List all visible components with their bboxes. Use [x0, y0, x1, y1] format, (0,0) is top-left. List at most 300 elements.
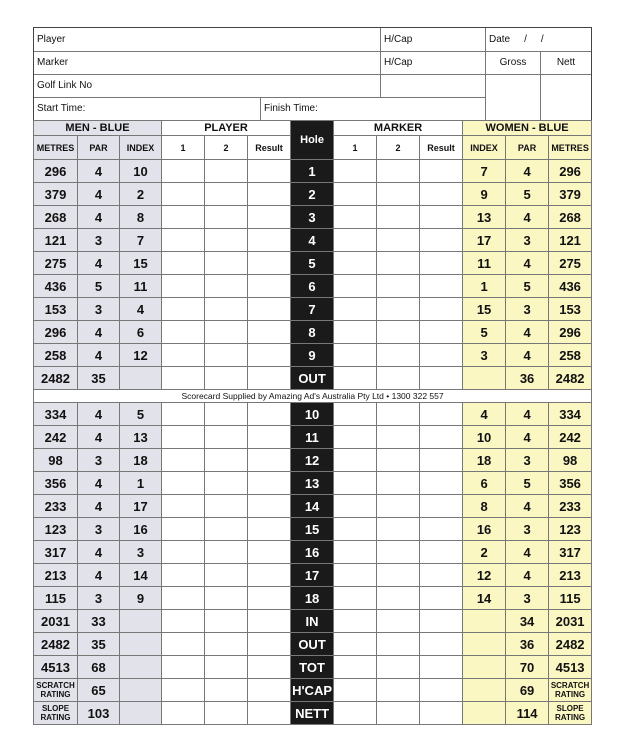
player-score-result-cell[interactable]: [248, 275, 291, 298]
men-metres-cell: 356: [34, 472, 78, 495]
hole-row: [34, 449, 592, 472]
women-par-cell: 4: [506, 541, 549, 564]
hole-row: [34, 275, 592, 298]
marker-score-result-cell[interactable]: [420, 160, 463, 183]
player-score-result-cell[interactable]: [248, 518, 291, 541]
player-score-1-cell[interactable]: [162, 587, 205, 610]
supplier-body: [34, 390, 592, 403]
player-score-2-cell[interactable]: [205, 252, 248, 275]
player-score-2-cell[interactable]: [205, 495, 248, 518]
player-total-result-cell[interactable]: [248, 656, 291, 679]
marker-score-1-cell[interactable]: [334, 495, 377, 518]
hole-row: [34, 206, 592, 229]
total-row: [34, 633, 592, 656]
men-metres-total-cell: 2031: [34, 610, 78, 633]
women-index-cell: 9: [463, 183, 506, 206]
marker-rating-1-cell[interactable]: [334, 702, 377, 725]
women-index-total-cell: [463, 610, 506, 633]
marker-score-result-cell[interactable]: [420, 206, 463, 229]
men-metres-total-cell: 2482: [34, 633, 78, 656]
nett-label: Nett: [556, 57, 576, 68]
women-metres-cell: 356: [549, 472, 592, 495]
player-score-2-cell[interactable]: [205, 344, 248, 367]
marker-score-1-cell[interactable]: [334, 344, 377, 367]
men-par-cell: 4: [78, 403, 120, 426]
player-score-2-cell[interactable]: [205, 426, 248, 449]
player-score-2-cell[interactable]: [205, 229, 248, 252]
marker-score-2-cell[interactable]: [377, 344, 420, 367]
player-score-result-cell[interactable]: [248, 541, 291, 564]
women-metres-total-cell: 2031: [549, 610, 592, 633]
group-header-row: [34, 121, 592, 136]
hole-row: [34, 403, 592, 426]
women-par-cell: 4: [506, 403, 549, 426]
player-score-2-cell[interactable]: [205, 298, 248, 321]
hole-header: Hole: [291, 121, 334, 160]
player-total-2-cell[interactable]: [205, 367, 248, 390]
marker-rating-1-cell[interactable]: [334, 679, 377, 702]
marker-total-result-cell[interactable]: [420, 367, 463, 390]
marker-total-result-cell[interactable]: [420, 633, 463, 656]
player-score-result-cell[interactable]: [248, 426, 291, 449]
men-par-col: PAR: [78, 136, 120, 160]
player-score-result-cell[interactable]: [248, 472, 291, 495]
player-score-1-cell[interactable]: [162, 206, 205, 229]
marker-score-result-cell[interactable]: [420, 518, 463, 541]
marker-score-2-cell[interactable]: [377, 160, 420, 183]
women-index-cell: 3: [463, 344, 506, 367]
hcap-player-field[interactable]: H/Cap: [381, 28, 486, 51]
marker-score-result-cell[interactable]: [420, 344, 463, 367]
hole-row: [34, 495, 592, 518]
men-rating-label: SCRATCH RATING: [34, 679, 78, 702]
women-index-cell: 16: [463, 518, 506, 541]
men-index-cell: 5: [120, 403, 162, 426]
player-score-2-cell[interactable]: [205, 321, 248, 344]
men-par-cell: 3: [78, 449, 120, 472]
marker-score-1-cell[interactable]: [334, 564, 377, 587]
hole-row: [34, 344, 592, 367]
women-metres-cell: 268: [549, 206, 592, 229]
player-total-result-cell[interactable]: [248, 633, 291, 656]
player-total-2-cell[interactable]: [205, 610, 248, 633]
men-metres-cell: 233: [34, 495, 78, 518]
player-score-1-cell[interactable]: [162, 541, 205, 564]
player-score-result-cell[interactable]: [248, 229, 291, 252]
marker-col-1: 1: [334, 136, 377, 160]
women-metres-col: METRES: [549, 136, 592, 160]
marker-score-2-cell[interactable]: [377, 472, 420, 495]
player-score-2-cell[interactable]: [205, 564, 248, 587]
hole-row: [34, 518, 592, 541]
women-metres-cell: 334: [549, 403, 592, 426]
marker-total-1-cell[interactable]: [334, 656, 377, 679]
women-par-cell: 4: [506, 344, 549, 367]
women-par-cell: 3: [506, 298, 549, 321]
player-score-result-cell[interactable]: [248, 252, 291, 275]
player-score-result-cell[interactable]: [248, 403, 291, 426]
hole-number-cell: 7: [291, 298, 334, 321]
women-index-total-cell: [463, 367, 506, 390]
marker-score-2-cell[interactable]: [377, 206, 420, 229]
player-score-1-cell[interactable]: [162, 426, 205, 449]
men-index-cell: 8: [120, 206, 162, 229]
player-rating-1-cell[interactable]: [162, 702, 205, 725]
men-metres-cell: 317: [34, 541, 78, 564]
women-par-col: PAR: [506, 136, 549, 160]
marker-score-1-cell[interactable]: [334, 206, 377, 229]
hole-number-cell: 12: [291, 449, 334, 472]
men-index-total-cell: [120, 610, 162, 633]
women-par-cell: 4: [506, 321, 549, 344]
hcap-marker-field[interactable]: H/Cap: [381, 51, 486, 74]
hole-number-cell: 3: [291, 206, 334, 229]
marker-score-1-cell[interactable]: [334, 252, 377, 275]
scratch-rating-row: [34, 679, 592, 702]
women-rating-label: SLOPE RATING: [549, 702, 592, 725]
marker-score-1-cell[interactable]: [334, 298, 377, 321]
player-score-2-cell[interactable]: [205, 472, 248, 495]
marker-score-result-cell[interactable]: [420, 472, 463, 495]
men-par-total-cell: 33: [78, 610, 120, 633]
player-score-result-cell[interactable]: [248, 587, 291, 610]
player-score-result-cell[interactable]: [248, 564, 291, 587]
women-par-cell: 3: [506, 518, 549, 541]
marker-score-result-cell[interactable]: [420, 298, 463, 321]
marker-score-2-cell[interactable]: [377, 321, 420, 344]
women-par-total-cell: 36: [506, 367, 549, 390]
player-score-1-cell[interactable]: [162, 403, 205, 426]
marker-col-2: 2: [377, 136, 420, 160]
rating-hole-label: NETT: [291, 702, 334, 725]
hole-row: [34, 160, 592, 183]
player-score-2-cell[interactable]: [205, 403, 248, 426]
marker-field[interactable]: Marker: [34, 51, 381, 74]
marker-score-result-cell[interactable]: [420, 252, 463, 275]
player-score-1-cell[interactable]: [162, 229, 205, 252]
player-score-1-cell[interactable]: [162, 183, 205, 206]
hole-number-cell: 1: [291, 160, 334, 183]
women-blue-header: WOMEN - BLUE: [463, 121, 592, 136]
player-score-result-cell[interactable]: [248, 206, 291, 229]
men-index-cell: 6: [120, 321, 162, 344]
start-time-field[interactable]: Start Time:: [34, 97, 261, 120]
player-score-2-cell[interactable]: [205, 449, 248, 472]
player-score-2-cell[interactable]: [205, 183, 248, 206]
player-total-1-cell[interactable]: [162, 656, 205, 679]
marker-rating-2-cell[interactable]: [377, 679, 420, 702]
player-field[interactable]: Player: [34, 28, 381, 51]
women-metres-total-cell: 4513: [549, 656, 592, 679]
rating-hole-label: H'CAP: [291, 679, 334, 702]
marker-total-2-cell[interactable]: [377, 633, 420, 656]
hole-number-cell: 16: [291, 541, 334, 564]
men-index-cell: 4: [120, 298, 162, 321]
women-metres-cell: 242: [549, 426, 592, 449]
marker-score-1-cell[interactable]: [334, 160, 377, 183]
women-par-cell: 4: [506, 160, 549, 183]
player-score-1-cell[interactable]: [162, 275, 205, 298]
marker-score-result-cell[interactable]: [420, 587, 463, 610]
women-par-cell: 5: [506, 183, 549, 206]
men-metres-cell: 275: [34, 252, 78, 275]
marker-score-1-cell[interactable]: [334, 449, 377, 472]
info-row-times: [34, 97, 486, 120]
women-index-cell: 15: [463, 298, 506, 321]
finish-time-field[interactable]: Finish Time:: [261, 97, 486, 120]
women-index-cell: 8: [463, 495, 506, 518]
hole-number-cell: 4: [291, 229, 334, 252]
men-index-cell: 10: [120, 160, 162, 183]
marker-score-2-cell[interactable]: [377, 495, 420, 518]
player-score-1-cell[interactable]: [162, 160, 205, 183]
men-metres-cell: 334: [34, 403, 78, 426]
marker-total-result-cell[interactable]: [420, 656, 463, 679]
player-total-result-cell[interactable]: [248, 610, 291, 633]
slope-rating-row: [34, 702, 592, 725]
hole-number-cell: 18: [291, 587, 334, 610]
men-metres-cell: 436: [34, 275, 78, 298]
women-index-cell: 10: [463, 426, 506, 449]
marker-score-2-cell[interactable]: [377, 403, 420, 426]
men-index-cell: 12: [120, 344, 162, 367]
men-par-cell: 4: [78, 206, 120, 229]
player-score-2-cell[interactable]: [205, 518, 248, 541]
women-metres-cell: 296: [549, 321, 592, 344]
men-metres-cell: 123: [34, 518, 78, 541]
player-rating-result-cell[interactable]: [248, 679, 291, 702]
women-metres-total-cell: 2482: [549, 633, 592, 656]
women-rating-blank: [463, 679, 506, 702]
marker-score-1-cell[interactable]: [334, 587, 377, 610]
men-index-cell: 13: [120, 426, 162, 449]
marker-total-1-cell[interactable]: [334, 367, 377, 390]
player-score-result-cell[interactable]: [248, 321, 291, 344]
women-par-cell: 4: [506, 564, 549, 587]
hole-number-cell: 15: [291, 518, 334, 541]
player-total-result-cell[interactable]: [248, 367, 291, 390]
player-score-2-cell[interactable]: [205, 587, 248, 610]
back-nine-body: [34, 403, 592, 725]
marker-score-result-cell[interactable]: [420, 321, 463, 344]
player-total-1-cell[interactable]: [162, 633, 205, 656]
men-metres-total-cell: 4513: [34, 656, 78, 679]
marker-rating-2-cell[interactable]: [377, 702, 420, 725]
women-index-cell: 7: [463, 160, 506, 183]
marker-total-2-cell[interactable]: [377, 367, 420, 390]
total-label-cell: OUT: [291, 367, 334, 390]
hole-number-cell: 6: [291, 275, 334, 298]
men-index-cell: 2: [120, 183, 162, 206]
women-index-cell: 13: [463, 206, 506, 229]
marker-score-result-cell[interactable]: [420, 183, 463, 206]
marker-score-2-cell[interactable]: [377, 564, 420, 587]
hole-row: [34, 472, 592, 495]
men-par-cell: 4: [78, 426, 120, 449]
marker-score-1-cell[interactable]: [334, 472, 377, 495]
marker-score-1-cell[interactable]: [334, 426, 377, 449]
men-metres-cell: 153: [34, 298, 78, 321]
golf-link-field[interactable]: Golf Link No: [34, 74, 381, 97]
men-metres-cell: 213: [34, 564, 78, 587]
info-row-player: [34, 28, 591, 52]
marker-score-2-cell[interactable]: [377, 298, 420, 321]
men-rating-value: 65: [78, 679, 120, 702]
player-total-2-cell[interactable]: [205, 656, 248, 679]
marker-score-1-cell[interactable]: [334, 229, 377, 252]
marker-total-2-cell[interactable]: [377, 656, 420, 679]
hole-number-cell: 11: [291, 426, 334, 449]
total-label-cell: IN: [291, 610, 334, 633]
marker-rating-result-cell[interactable]: [420, 702, 463, 725]
player-score-2-cell[interactable]: [205, 160, 248, 183]
player-score-1-cell[interactable]: [162, 252, 205, 275]
supplier-row: [34, 390, 592, 403]
men-par-cell: 4: [78, 160, 120, 183]
marker-score-1-cell[interactable]: [334, 275, 377, 298]
player-score-2-cell[interactable]: [205, 206, 248, 229]
marker-score-result-cell[interactable]: [420, 495, 463, 518]
total-row: [34, 367, 592, 390]
hole-number-cell: 13: [291, 472, 334, 495]
marker-score-result-cell[interactable]: [420, 449, 463, 472]
player-rating-2-cell[interactable]: [205, 679, 248, 702]
women-par-total-cell: 36: [506, 633, 549, 656]
men-metres-total-cell: 2482: [34, 367, 78, 390]
men-metres-cell: 121: [34, 229, 78, 252]
women-par-total-cell: 34: [506, 610, 549, 633]
marker-score-result-cell[interactable]: [420, 426, 463, 449]
men-rating-label: SLOPE RATING: [34, 702, 78, 725]
player-score-result-cell[interactable]: [248, 160, 291, 183]
front-nine-body: [34, 160, 592, 390]
player-score-1-cell[interactable]: [162, 298, 205, 321]
women-metres-cell: 153: [549, 298, 592, 321]
date-field[interactable]: Date / /: [489, 34, 544, 45]
player-score-result-cell[interactable]: [248, 183, 291, 206]
player-score-result-cell[interactable]: [248, 449, 291, 472]
hole-row: [34, 587, 592, 610]
player-col-2: 2: [205, 136, 248, 160]
hole-number-cell: 14: [291, 495, 334, 518]
men-index-total-cell: [120, 367, 162, 390]
player-score-result-cell[interactable]: [248, 495, 291, 518]
player-score-1-cell[interactable]: [162, 472, 205, 495]
marker-score-1-cell[interactable]: [334, 183, 377, 206]
men-index-col: INDEX: [120, 136, 162, 160]
player-total-1-cell[interactable]: [162, 610, 205, 633]
men-par-cell: 4: [78, 252, 120, 275]
player-score-1-cell[interactable]: [162, 495, 205, 518]
marker-score-2-cell[interactable]: [377, 426, 420, 449]
marker-result-col: Result: [420, 136, 463, 160]
women-par-cell: 4: [506, 495, 549, 518]
marker-total-1-cell[interactable]: [334, 633, 377, 656]
player-rating-2-cell[interactable]: [205, 702, 248, 725]
marker-score-2-cell[interactable]: [377, 541, 420, 564]
marker-header: MARKER: [334, 121, 463, 136]
women-rating-value: 114: [506, 702, 549, 725]
player-score-1-cell[interactable]: [162, 344, 205, 367]
women-par-cell: 5: [506, 472, 549, 495]
marker-score-1-cell[interactable]: [334, 518, 377, 541]
hole-row: [34, 183, 592, 206]
men-metres-cell: 296: [34, 321, 78, 344]
player-score-1-cell[interactable]: [162, 449, 205, 472]
player-score-result-cell[interactable]: [248, 298, 291, 321]
marker-score-2-cell[interactable]: [377, 183, 420, 206]
men-blue-header: MEN - BLUE: [34, 121, 162, 136]
marker-score-result-cell[interactable]: [420, 564, 463, 587]
men-par-total-cell: 35: [78, 367, 120, 390]
women-par-total-cell: 70: [506, 656, 549, 679]
women-index-cell: 2: [463, 541, 506, 564]
marker-score-2-cell[interactable]: [377, 275, 420, 298]
marker-score-2-cell[interactable]: [377, 252, 420, 275]
hole-number-cell: 10: [291, 403, 334, 426]
player-score-1-cell[interactable]: [162, 518, 205, 541]
women-rating-label: SCRATCH RATING: [549, 679, 592, 702]
marker-total-2-cell[interactable]: [377, 610, 420, 633]
player-score-1-cell[interactable]: [162, 564, 205, 587]
marker-total-result-cell[interactable]: [420, 610, 463, 633]
men-rating-blank: [120, 702, 162, 725]
marker-score-2-cell[interactable]: [377, 587, 420, 610]
player-rating-1-cell[interactable]: [162, 679, 205, 702]
men-par-cell: 3: [78, 298, 120, 321]
marker-score-2-cell[interactable]: [377, 449, 420, 472]
score-table: [33, 120, 592, 725]
total-row: [34, 610, 592, 633]
women-metres-cell: 258: [549, 344, 592, 367]
men-index-cell: 9: [120, 587, 162, 610]
men-metres-cell: 98: [34, 449, 78, 472]
player-score-2-cell[interactable]: [205, 275, 248, 298]
men-index-cell: 1: [120, 472, 162, 495]
golf-link-extra-field[interactable]: [381, 74, 486, 97]
women-index-cell: 12: [463, 564, 506, 587]
women-metres-cell: 213: [549, 564, 592, 587]
marker-score-result-cell[interactable]: [420, 541, 463, 564]
women-metres-cell: 115: [549, 587, 592, 610]
player-total-1-cell[interactable]: [162, 367, 205, 390]
player-score-1-cell[interactable]: [162, 321, 205, 344]
marker-score-1-cell[interactable]: [334, 321, 377, 344]
men-par-cell: 4: [78, 183, 120, 206]
marker-score-result-cell[interactable]: [420, 275, 463, 298]
player-score-result-cell[interactable]: [248, 344, 291, 367]
marker-score-result-cell[interactable]: [420, 229, 463, 252]
men-par-cell: 4: [78, 564, 120, 587]
women-metres-cell: 296: [549, 160, 592, 183]
marker-total-1-cell[interactable]: [334, 610, 377, 633]
hole-row: [34, 298, 592, 321]
men-metres-cell: 258: [34, 344, 78, 367]
marker-score-result-cell[interactable]: [420, 403, 463, 426]
player-score-2-cell[interactable]: [205, 541, 248, 564]
hole-row: [34, 426, 592, 449]
player-total-2-cell[interactable]: [205, 633, 248, 656]
hole-row: [34, 252, 592, 275]
marker-score-2-cell[interactable]: [377, 229, 420, 252]
women-metres-cell: 121: [549, 229, 592, 252]
marker-score-2-cell[interactable]: [377, 518, 420, 541]
marker-score-1-cell[interactable]: [334, 403, 377, 426]
player-rating-result-cell[interactable]: [248, 702, 291, 725]
marker-rating-result-cell[interactable]: [420, 679, 463, 702]
marker-score-1-cell[interactable]: [334, 541, 377, 564]
women-index-cell: 5: [463, 321, 506, 344]
